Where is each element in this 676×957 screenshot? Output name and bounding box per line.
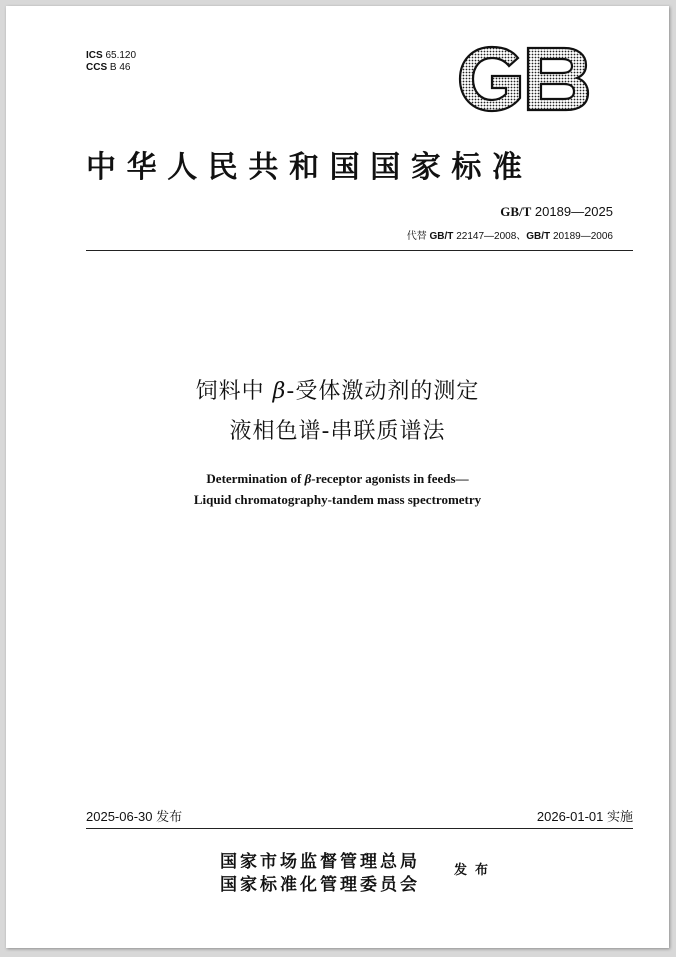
standard-number: GB/T 20189—2025 (500, 204, 613, 219)
english-title-line-2: Liquid chromatography-tandem mass spectrometry (193, 492, 482, 507)
national-standard-title: 中华人民共和国国家标准 (86, 150, 533, 185)
chinese-title-line-2: 液相色谱-串联质谱法 (229, 419, 446, 444)
issuer-line-1: 国家市场监督管理总局 (220, 852, 420, 872)
publish-label: 发布 (454, 863, 497, 878)
document-page (6, 6, 669, 948)
issuer-line-2: 国家标准化管理委员会 (220, 875, 420, 895)
issue-date: 2025-06-30 发布 (86, 809, 183, 824)
english-title-line-1: Determination of β-receptor agonists in feeds— (206, 471, 469, 486)
footer-divider (86, 828, 633, 829)
chinese-title-line-1: 饲料中 β-受体激动剂的测定 (195, 379, 480, 404)
effective-date: 2026-01-01 实施 (536, 809, 633, 824)
ccs-code: CCS B 46 (86, 62, 131, 73)
header-divider (86, 250, 633, 251)
replaces-standards: 代替 GB/T 22147—2008、GB/T 20189—2006 (406, 231, 613, 242)
classification-codes (86, 50, 136, 74)
gb-logo-icon (456, 44, 591, 114)
ics-code: ICS 65.120 (86, 50, 137, 61)
